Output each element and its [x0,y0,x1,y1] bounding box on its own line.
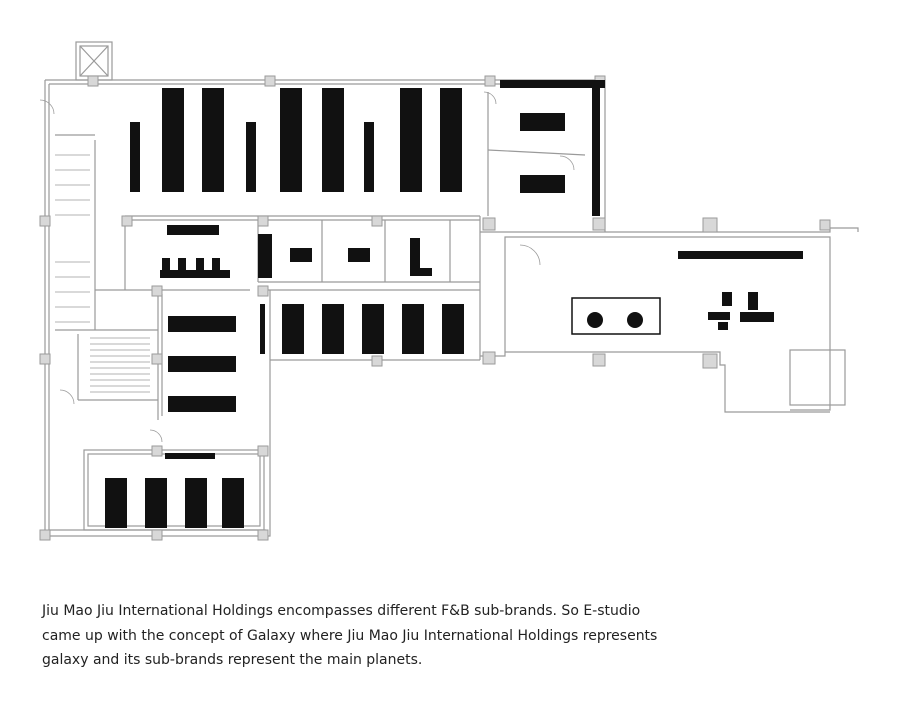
figure-caption [42,599,822,673]
caption-line-2: came up with the concept of Galaxy where Jiu Mao Jiu International Holdings represents [42,627,658,644]
caption-line-1: Jiu Mao Jiu International Holdings encompasses different F&B sub-brands. So E-studio [42,603,641,619]
plan-furniture [105,80,803,528]
caption-line-3: galaxy and its sub-brands represent the main planets. [42,652,423,668]
